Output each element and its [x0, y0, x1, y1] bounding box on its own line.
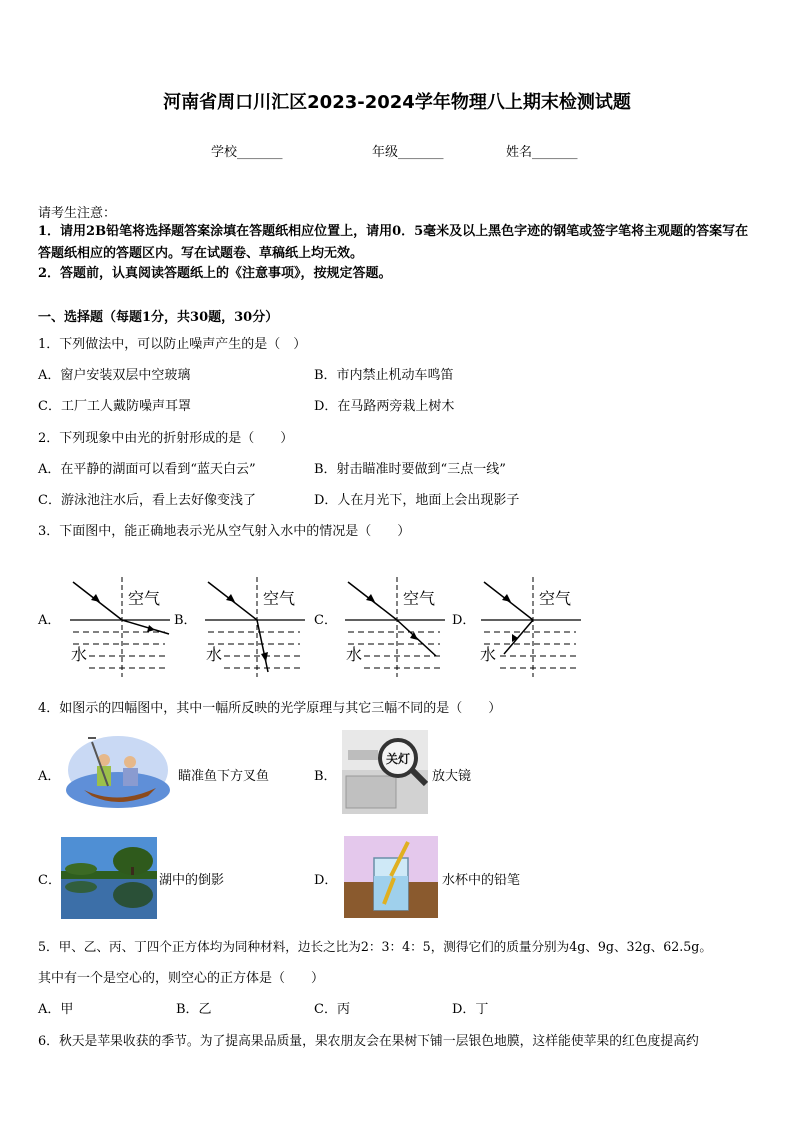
question-3-label-b: B． — [174, 613, 197, 628]
question-4-stem: 4．如图示的四幅图中，其中一幅所反映的光学原理与其它三幅不同的是（ ） — [38, 701, 502, 716]
air-label: 空气 — [128, 589, 161, 608]
question-2-stem: 2．下列现象中由光的折射形成的是（ ） — [38, 431, 294, 446]
water-label: 水 — [206, 645, 223, 664]
water-label: 水 — [71, 645, 88, 664]
question-2-option-c: C．游泳池注水后，看上去好像变浅了 — [38, 493, 256, 508]
fishing-boat-image — [64, 730, 172, 812]
question-5-option-d: D．丁 — [452, 1002, 489, 1017]
refraction-diagram-d — [476, 572, 581, 680]
question-4-label-c: C． — [38, 873, 61, 888]
air-label: 空气 — [403, 589, 436, 608]
question-1-option-d: D．在马路两旁栽上树木 — [314, 399, 455, 414]
question-1-option-c: C．工厂工人戴防噪声耳罩 — [38, 399, 191, 414]
page-title: 河南省周口川汇区2023-2024学年物理八上期末检测试题 — [163, 92, 631, 113]
magnifier-image — [342, 730, 428, 814]
question-4-label-b: B． — [314, 769, 337, 784]
question-3-label-c: C． — [314, 613, 337, 628]
grade-field: 年级_______ — [372, 145, 444, 160]
question-2-option-b: B．射击瞄准时要做到“三点一线” — [314, 462, 506, 477]
pencil-in-glass-image — [344, 836, 438, 918]
question-5-option-b: B．乙 — [176, 1002, 212, 1017]
water-label: 水 — [346, 645, 363, 664]
question-3-label-a: A． — [38, 613, 61, 628]
section-heading: 一、选择题（每题1分，共30题，30分） — [38, 310, 279, 325]
notice-item-2: 2．答题前，认真阅读答题纸上的《注意事项》，按规定答题。 — [38, 266, 392, 281]
question-4-label-d: D． — [314, 873, 338, 888]
refraction-diagram-a — [65, 572, 170, 680]
name-field: 姓名_______ — [506, 145, 578, 160]
question-3-label-d: D． — [452, 613, 476, 628]
magnifier-sign-text: 关灯 — [386, 752, 411, 766]
refraction-diagram-c — [340, 572, 445, 680]
question-5-option-c: C．丙 — [314, 1002, 350, 1017]
school-field: 学校_______ — [211, 145, 283, 160]
question-5-stem: 5．甲、乙、丙、丁四个正方体均为同种材料，边长之比为2：3：4：5，测得它们的质量分别为4g、9g、32g、62.5g。 — [38, 939, 712, 954]
question-4-caption-c: 湖中的倒影 — [159, 873, 225, 888]
question-2-option-a: A．在平静的湖面可以看到“蓝天白云” — [38, 462, 256, 477]
question-4-caption-b: 放大镜 — [432, 769, 472, 784]
water-label: 水 — [480, 645, 497, 664]
question-4-caption-a: 瞄准鱼下方叉鱼 — [178, 769, 270, 784]
notice-heading: 请考生注意： — [38, 206, 117, 221]
question-1-option-a: A．窗户安装双层中空玻璃 — [38, 368, 191, 383]
question-6-stem: 6．秋天是苹果收获的季节。为了提高果品质量，果农朋友会在果树下铺一层银色地膜，这样能使苹果的红色度提高约 — [38, 1034, 699, 1049]
air-label: 空气 — [539, 589, 572, 608]
question-4-caption-d: 水杯中的铅笔 — [442, 873, 521, 888]
question-4-label-a: A． — [38, 769, 61, 784]
question-5-option-a: A．甲 — [38, 1002, 74, 1017]
notice-item-1: 1．请用2B铅笔将选择题答案涂填在答题纸相应位置上，请用0．5毫米及以上黑色字迹的钢笔或签字笔将主观题的答案写在答题纸相应的答题区内。写在试题卷、草稿纸上均无效。 — [38, 224, 749, 261]
question-1-stem: 1．下列做法中，可以防止噪声产生的是（ ） — [38, 337, 307, 352]
question-3-stem: 3．下面图中，能正确地表示光从空气射入水中的情况是（ ） — [38, 524, 411, 539]
question-5-stem-cont: 其中有一个是空心的，则空心的正方体是（ ） — [38, 971, 325, 986]
question-1-option-b: B．市内禁止机动车鸣笛 — [314, 368, 454, 383]
question-2-option-d: D．人在月光下，地面上会出现影子 — [314, 493, 520, 508]
refraction-diagram-b — [200, 572, 305, 680]
lake-reflection-image — [61, 837, 157, 919]
air-label: 空气 — [263, 589, 296, 608]
